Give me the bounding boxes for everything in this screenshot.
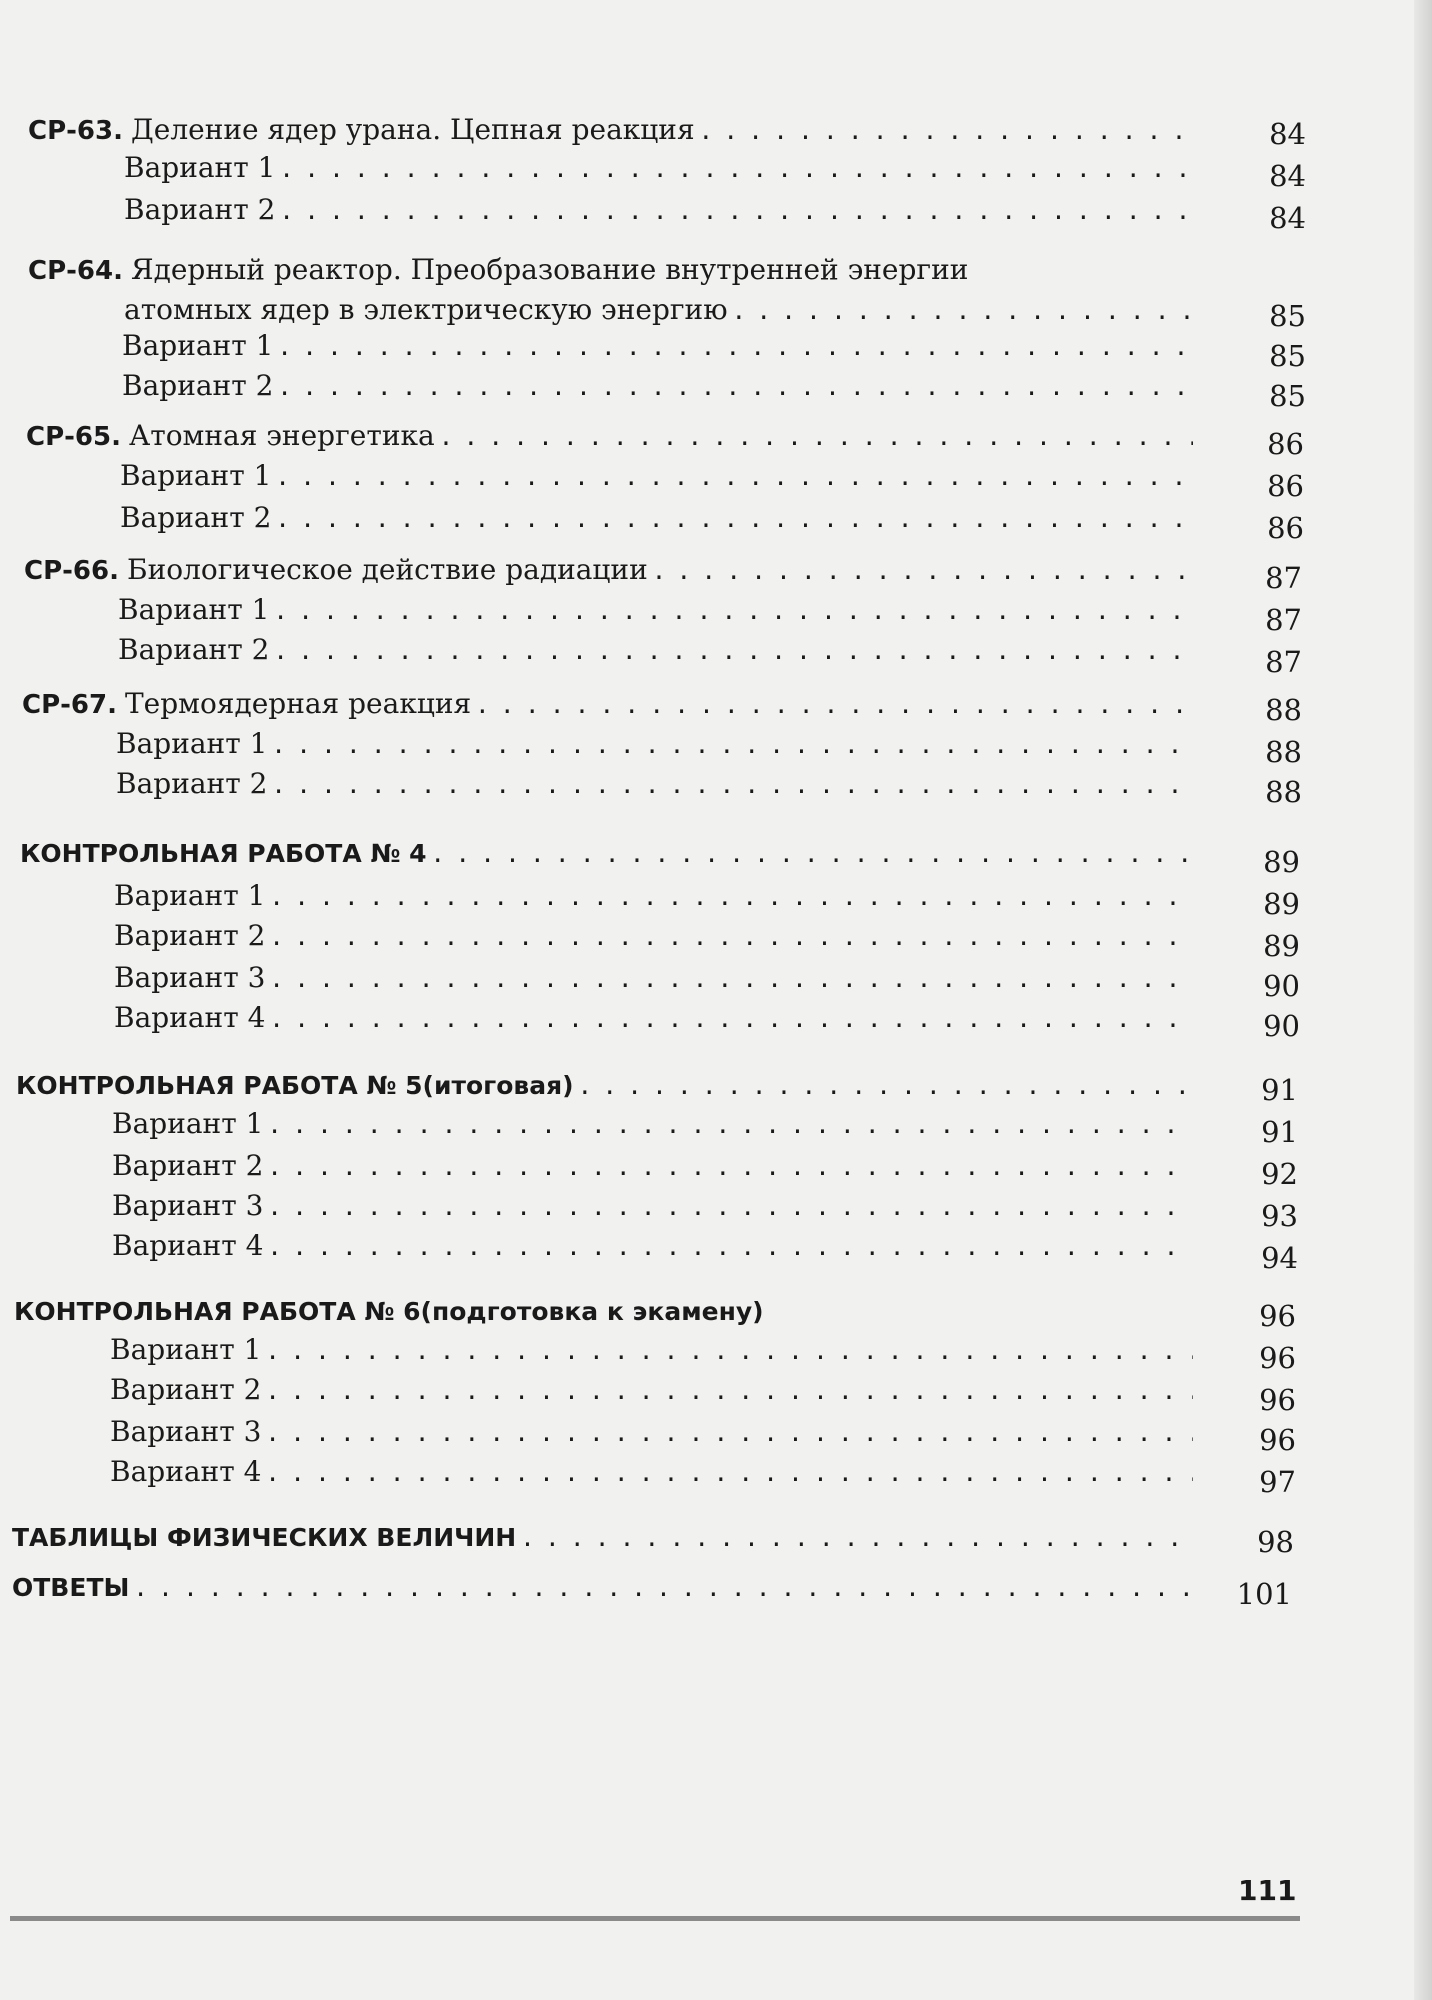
entry-page: 89 [1263, 929, 1300, 963]
entry-title: Ядерный реактор. Преобразование внутренней энергии [131, 253, 969, 286]
entry-page: 87 [1265, 603, 1302, 637]
dot-leader [269, 877, 1193, 917]
entry-page: 87 [1265, 561, 1302, 595]
toc-entry-sr64-continuation[interactable] [124, 290, 1193, 330]
entry-page: 90 [1263, 969, 1300, 1003]
dot-leader [275, 457, 1193, 497]
entry-title: Вариант 3 [110, 1415, 262, 1448]
toc-entry-variant[interactable] [114, 958, 1193, 998]
entry-title: Вариант 2 [112, 1149, 264, 1182]
dot-leader [265, 1453, 1193, 1493]
entry-code: СР-66. [24, 556, 119, 586]
dot-leader [271, 725, 1193, 765]
toc-entry-variant[interactable] [116, 724, 1193, 764]
footer-rule [10, 1916, 1300, 1921]
toc-entry-variant[interactable] [112, 1226, 1193, 1266]
section-heading-suffix: (итоговая) [422, 1071, 574, 1100]
entry-page: 92 [1261, 1157, 1298, 1191]
toc-entry-variant[interactable] [116, 764, 1193, 804]
section-heading: КОНТРОЛЬНАЯ РАБОТА № 4 [20, 839, 427, 868]
entry-title: Вариант 1 [124, 151, 276, 184]
dot-leader [277, 327, 1193, 367]
entry-page: 96 [1259, 1299, 1296, 1333]
section-heading: КОНТРОЛЬНАЯ РАБОТА № 6 [14, 1297, 421, 1326]
entry-page: 89 [1263, 845, 1300, 879]
toc-entry-control-5[interactable] [16, 1066, 1193, 1106]
dot-leader [475, 685, 1193, 725]
dot-leader [431, 834, 1193, 874]
entry-title: Вариант 2 [122, 369, 274, 402]
toc-entry-variant[interactable] [114, 998, 1193, 1038]
entry-code: СР-65. [26, 422, 121, 452]
section-heading: ОТВЕТЫ [12, 1573, 130, 1602]
toc-entry-variant[interactable] [122, 326, 1193, 366]
entry-title: Вариант 2 [120, 501, 272, 534]
entry-page: 93 [1261, 1199, 1298, 1233]
section-heading: КОНТРОЛЬНАЯ РАБОТА № 5 [16, 1071, 423, 1100]
entry-page: 96 [1259, 1341, 1296, 1375]
entry-code: СР-63. [28, 116, 123, 146]
dot-leader [275, 499, 1193, 539]
entry-page: 84 [1269, 201, 1306, 235]
entry-page: 90 [1263, 1009, 1300, 1043]
entry-page: 86 [1267, 469, 1304, 503]
entry-page: 88 [1265, 693, 1302, 727]
dot-leader [279, 191, 1193, 231]
entry-page: 85 [1269, 339, 1306, 373]
toc-entry-sr67[interactable] [22, 684, 1193, 724]
entry-title: Вариант 2 [116, 767, 268, 800]
toc-entry-sr65[interactable] [26, 416, 1193, 456]
dot-leader [277, 367, 1193, 407]
entry-page: 98 [1257, 1525, 1294, 1559]
dot-leader [265, 1331, 1193, 1371]
dot-leader [699, 111, 1193, 151]
toc-entry-variant[interactable] [110, 1370, 1193, 1410]
entry-title: Вариант 4 [110, 1455, 262, 1488]
toc-entry-variant[interactable] [114, 916, 1193, 956]
dot-leader [267, 1147, 1193, 1187]
toc-entry-variant[interactable] [112, 1186, 1193, 1226]
toc-entry-variant[interactable] [110, 1412, 1193, 1452]
entry-page: 91 [1261, 1115, 1298, 1149]
entry-title: Атомная энергетика [129, 419, 435, 452]
entry-page: 86 [1267, 427, 1304, 461]
entry-page: 85 [1269, 379, 1306, 413]
entry-page: 86 [1267, 511, 1304, 545]
toc-entry-variant[interactable] [114, 876, 1193, 916]
dot-leader [439, 417, 1193, 457]
section-heading: ТАБЛИЦЫ ФИЗИЧЕСКИХ ВЕЛИЧИН [12, 1523, 517, 1552]
entry-code: СР-64. [28, 256, 123, 286]
entry-page: 97 [1259, 1465, 1296, 1499]
dot-leader [133, 1568, 1193, 1608]
dot-leader [265, 1371, 1193, 1411]
dot-leader [578, 1066, 1193, 1106]
dot-leader [265, 1413, 1193, 1453]
entry-title: Вариант 2 [114, 919, 266, 952]
entry-page: 84 [1269, 159, 1306, 193]
dot-leader [732, 291, 1193, 331]
entry-page: 84 [1269, 117, 1306, 151]
entry-title: Вариант 1 [114, 879, 266, 912]
entry-title: Вариант 1 [118, 593, 270, 626]
entry-page: 101 [1236, 1577, 1292, 1611]
dot-leader [652, 551, 1193, 591]
dot-leader [269, 917, 1193, 957]
toc-entry-control-6[interactable] [14, 1292, 1193, 1332]
entry-title: Термоядерная реакция [125, 687, 472, 720]
toc-entry-variant[interactable] [124, 148, 1193, 188]
entry-page: 94 [1261, 1241, 1298, 1275]
dot-leader [271, 765, 1193, 805]
entry-title: Деление ядер урана. Цепная реакция [131, 113, 695, 146]
toc-entry-variant[interactable] [118, 590, 1193, 630]
dot-leader [267, 1105, 1193, 1145]
entry-title: Вариант 1 [120, 459, 272, 492]
entry-title: Вариант 3 [112, 1189, 264, 1222]
page-number: 111 [1238, 1874, 1297, 1907]
entry-title: Вариант 2 [110, 1373, 262, 1406]
entry-page: 91 [1261, 1073, 1298, 1107]
toc-entry-variant[interactable] [112, 1104, 1193, 1144]
toc-entry-sr64[interactable] [28, 250, 1193, 290]
toc-entry-variant[interactable] [120, 456, 1193, 496]
toc-entry-variant[interactable] [118, 630, 1193, 670]
entry-title: Вариант 4 [112, 1229, 264, 1262]
toc-entry-control-4[interactable] [20, 834, 1193, 874]
dot-leader [267, 1227, 1193, 1267]
toc-entry-variant[interactable] [110, 1452, 1193, 1492]
toc-entry-variant[interactable] [124, 190, 1193, 230]
toc-entry-variant[interactable] [122, 366, 1193, 406]
entry-page: 88 [1265, 775, 1302, 809]
entry-title: Вариант 1 [116, 727, 268, 760]
entry-title: Вариант 3 [114, 961, 266, 994]
entry-title-line2: атомных ядер в электрическую энергию [124, 293, 728, 326]
entry-title: Вариант 4 [114, 1001, 266, 1034]
dot-leader [267, 1187, 1193, 1227]
toc-entry-sr66[interactable] [24, 550, 1193, 590]
entry-page: 89 [1263, 887, 1300, 921]
dot-leader [273, 631, 1193, 671]
dot-leader [273, 591, 1193, 631]
entry-page: 96 [1259, 1383, 1296, 1417]
section-heading-suffix: (подготовка к экамену) [420, 1297, 764, 1326]
entry-title: Вариант 1 [110, 1333, 262, 1366]
toc-entry-variant[interactable] [110, 1330, 1193, 1370]
toc-entry-variant[interactable] [112, 1146, 1193, 1186]
toc-entry-variant[interactable] [120, 498, 1193, 538]
dot-leader [279, 149, 1193, 189]
entry-title: Вариант 1 [112, 1107, 264, 1140]
dot-leader [269, 959, 1193, 999]
entry-title: Вариант 2 [118, 633, 270, 666]
entry-page: 85 [1269, 299, 1306, 333]
toc-entry-tables[interactable] [12, 1518, 1193, 1558]
entry-title: Вариант 1 [122, 329, 274, 362]
entry-page: 87 [1265, 645, 1302, 679]
dot-leader [520, 1518, 1193, 1558]
entry-code: СР-67. [22, 690, 117, 720]
entry-title: Биологическое действие радиации [127, 553, 648, 586]
toc-entry-answers[interactable] [12, 1568, 1193, 1608]
entry-page: 88 [1265, 735, 1302, 769]
dot-leader [269, 999, 1193, 1039]
toc-entry-sr63[interactable] [28, 110, 1193, 150]
entry-page: 96 [1259, 1423, 1296, 1457]
entry-title: Вариант 2 [124, 193, 276, 226]
